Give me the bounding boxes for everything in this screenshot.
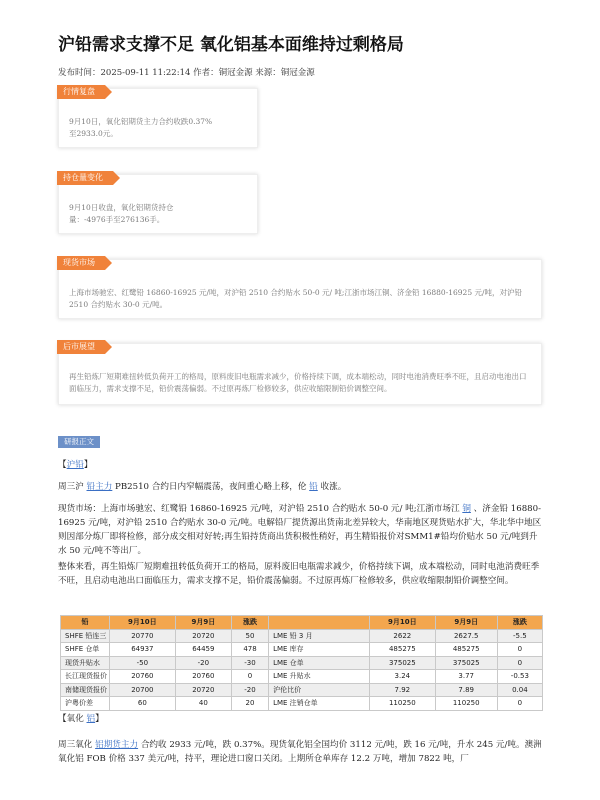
table-row bbox=[61, 670, 543, 684]
table-row bbox=[61, 629, 543, 643]
article-meta: 发布时间：2025-09-11 11:22:14 作者：铜冠金源 来源：铜冠金源 bbox=[58, 68, 315, 78]
table-header: 9月9日 bbox=[175, 616, 231, 630]
text: PB2510 合约日内窄幅震荡，夜间重心略上移，伦 bbox=[112, 482, 310, 492]
section-text: 9月10日，氧化铝期货主力合约收跌0.37%至2933.0元。 bbox=[69, 117, 213, 138]
table-row bbox=[61, 656, 543, 670]
link-lead-main[interactable]: 铅主力 bbox=[86, 482, 113, 492]
table-header: 9月9日 bbox=[435, 616, 497, 630]
paragraph-alumina bbox=[58, 738, 542, 766]
table-cell: SHFE 仓单 bbox=[61, 643, 110, 657]
table-cell: 20770 bbox=[110, 629, 176, 643]
table-cell: 0.04 bbox=[497, 683, 542, 697]
table-cell: 375025 bbox=[435, 656, 497, 670]
table-cell: -0.53 bbox=[497, 670, 542, 684]
table-cell: 60 bbox=[110, 697, 176, 711]
table-cell: SHFE 铅连三 bbox=[61, 629, 110, 643]
section-box-spot bbox=[58, 259, 542, 319]
paragraph-spot-market bbox=[58, 502, 542, 558]
table-cell: LME 铅 3 月 bbox=[269, 629, 370, 643]
section-box-position bbox=[58, 174, 258, 234]
text: 周三氧化 bbox=[58, 740, 96, 750]
table-cell: 375025 bbox=[369, 656, 435, 670]
text: 、济金铅 16880-16925 元/吨，对沪铅 2510 合约贴水 30-0 元/吨。电解铅厂提货源出货南北差异较大，华南地区现货贴水扩大，华北华中地区则因部分炼厂即将检修，部分成交相对好转;再生铅持货商出货积极性稍好，再生精铅报价对SMM1#铅均价贴水 50 元/吨到升水 50 元/吨不等出厂。 bbox=[58, 504, 542, 556]
table-cell: 40 bbox=[175, 697, 231, 711]
table-cell: 0 bbox=[497, 697, 542, 711]
paragraph-market-summary bbox=[58, 480, 542, 494]
table-cell: LME 注销仓单 bbox=[269, 697, 370, 711]
section-text: 9月10日收盘，氧化铝期货持仓量：-4976手至276136手。 bbox=[69, 203, 174, 224]
price-table bbox=[60, 615, 543, 711]
table-row bbox=[61, 697, 543, 711]
bracket: 】 bbox=[83, 460, 93, 470]
table-cell: 长江现货报价 bbox=[61, 670, 110, 684]
table-cell: -20 bbox=[175, 656, 231, 670]
lead-heading bbox=[58, 458, 542, 472]
table-cell: 20720 bbox=[175, 683, 231, 697]
table-cell: 2627.5 bbox=[435, 629, 497, 643]
table-cell: 64459 bbox=[175, 643, 231, 657]
table-row bbox=[61, 683, 543, 697]
table-cell: 3.77 bbox=[435, 670, 497, 684]
table-cell: LME 仓单 bbox=[269, 656, 370, 670]
table-cell: 南储现货报价 bbox=[61, 683, 110, 697]
table-header-row bbox=[61, 616, 543, 630]
link-copper[interactable]: 铜 bbox=[462, 504, 471, 514]
section-box-outlook bbox=[58, 343, 542, 405]
text: 周三沪 bbox=[58, 482, 87, 492]
text: 】 bbox=[95, 714, 104, 724]
table-cell: LME 升贴水 bbox=[269, 670, 370, 684]
table-cell: 64937 bbox=[110, 643, 176, 657]
text: 收涨。 bbox=[317, 482, 347, 492]
text: 合约收 2933 元/吨，跌 0.37%。现货氧化铝全国均价 3112 元/吨，跌 16 元/吨，升水 245 元/吨。澳洲氧化铝 FOB 价格 337 美元/吨，持平，理论进口窗口关闭。上期所仓单库存 12.2 万吨，增加 7822 吨，厂 bbox=[58, 740, 542, 764]
table-cell: 110250 bbox=[369, 697, 435, 711]
news-section-tag: 研报正文 bbox=[58, 436, 100, 448]
link-aluminium[interactable]: 铝 bbox=[86, 714, 96, 724]
section-tag: 现货市场 bbox=[57, 256, 105, 270]
table-cell: 110250 bbox=[435, 697, 497, 711]
section-box-review bbox=[58, 88, 258, 148]
table-cell: 沪伦比价 bbox=[269, 683, 370, 697]
table-cell: 0 bbox=[231, 670, 268, 684]
table-cell: 20760 bbox=[110, 670, 176, 684]
table-cell: 20700 bbox=[110, 683, 176, 697]
link-alumina-main[interactable]: 铝期货主力 bbox=[95, 740, 139, 750]
paragraph-overall: 整体来看，再生铅炼厂短期难扭转低负荷开工的格局，原料废旧电瓶需求减少，价格持续下调，成本端松动，同时电池消费旺季不旺，且启动电池出口面临压力，需求支撑不足，铅价震荡偏弱。不过原再炼厂检修较多，供应收缩限制铅价调整空间。 bbox=[58, 562, 540, 586]
table-header: 涨跌 bbox=[497, 616, 542, 630]
table-cell: 485275 bbox=[369, 643, 435, 657]
table-cell: 20720 bbox=[175, 629, 231, 643]
bracket: 【 bbox=[58, 460, 67, 470]
table-cell: 20760 bbox=[175, 670, 231, 684]
table-corner: 铅 bbox=[61, 616, 110, 630]
table-row bbox=[61, 643, 543, 657]
table-cell: 50 bbox=[231, 629, 268, 643]
text: 【氧化 bbox=[58, 714, 87, 724]
table-cell: -5.5 bbox=[497, 629, 542, 643]
table-header: 9月10日 bbox=[110, 616, 176, 630]
section-tag: 行情复盘 bbox=[57, 85, 105, 99]
table-header bbox=[269, 616, 370, 630]
table-cell: 2622 bbox=[369, 629, 435, 643]
table-cell: 现货升贴水 bbox=[61, 656, 110, 670]
table-cell: LME 库存 bbox=[269, 643, 370, 657]
table-cell: 0 bbox=[497, 656, 542, 670]
table-cell: 478 bbox=[231, 643, 268, 657]
table-header: 涨跌 bbox=[231, 616, 268, 630]
lead-link[interactable]: 沪铅 bbox=[66, 460, 84, 470]
section-tag: 持仓量变化 bbox=[57, 171, 113, 185]
table-cell: 0 bbox=[497, 643, 542, 657]
section-text: 再生铅炼厂短期难扭转低负荷开工的格局，原料废旧电瓶需求减少，价格持续下调，成本端松动，同时电池消费旺季不旺，且启动电池出口面临压力，需求支撑不足，铅价震荡偏弱。不过原再炼厂检修较多，供应收缩限制铅价调整空间。 bbox=[69, 372, 527, 393]
table-cell: 3.24 bbox=[369, 670, 435, 684]
table-cell: 7.92 bbox=[369, 683, 435, 697]
article-title: 沪铅需求支撑不足 氧化铝基本面维持过剩格局 bbox=[58, 35, 404, 55]
text: 现货市场：上海市场驰宏、红鹭铅 16860-16925 元/吨，对沪铅 2510 合约贴水 50-0 元/ 吨;江浙市场江 bbox=[58, 504, 463, 514]
alumina-heading bbox=[58, 712, 542, 726]
table-cell: 485275 bbox=[435, 643, 497, 657]
table-header: 9月10日 bbox=[369, 616, 435, 630]
table-cell: -20 bbox=[231, 683, 268, 697]
table-cell: -30 bbox=[231, 656, 268, 670]
section-text: 上海市场驰宏、红鹭铅 16860-16925 元/吨，对沪铅 2510 合约贴水 50-0 元/ 吨;江浙市场江铜、济金铅 16880-16925 元/吨，对沪铅 2510 合约贴水 30-0 元/吨。 bbox=[69, 288, 523, 309]
table-cell: 20 bbox=[231, 697, 268, 711]
table-cell: 7.89 bbox=[435, 683, 497, 697]
link-lead[interactable]: 铅 bbox=[309, 482, 318, 492]
section-tag: 后市展望 bbox=[57, 340, 105, 354]
table-cell: -50 bbox=[110, 656, 176, 670]
table-cell: 沪粤价差 bbox=[61, 697, 110, 711]
